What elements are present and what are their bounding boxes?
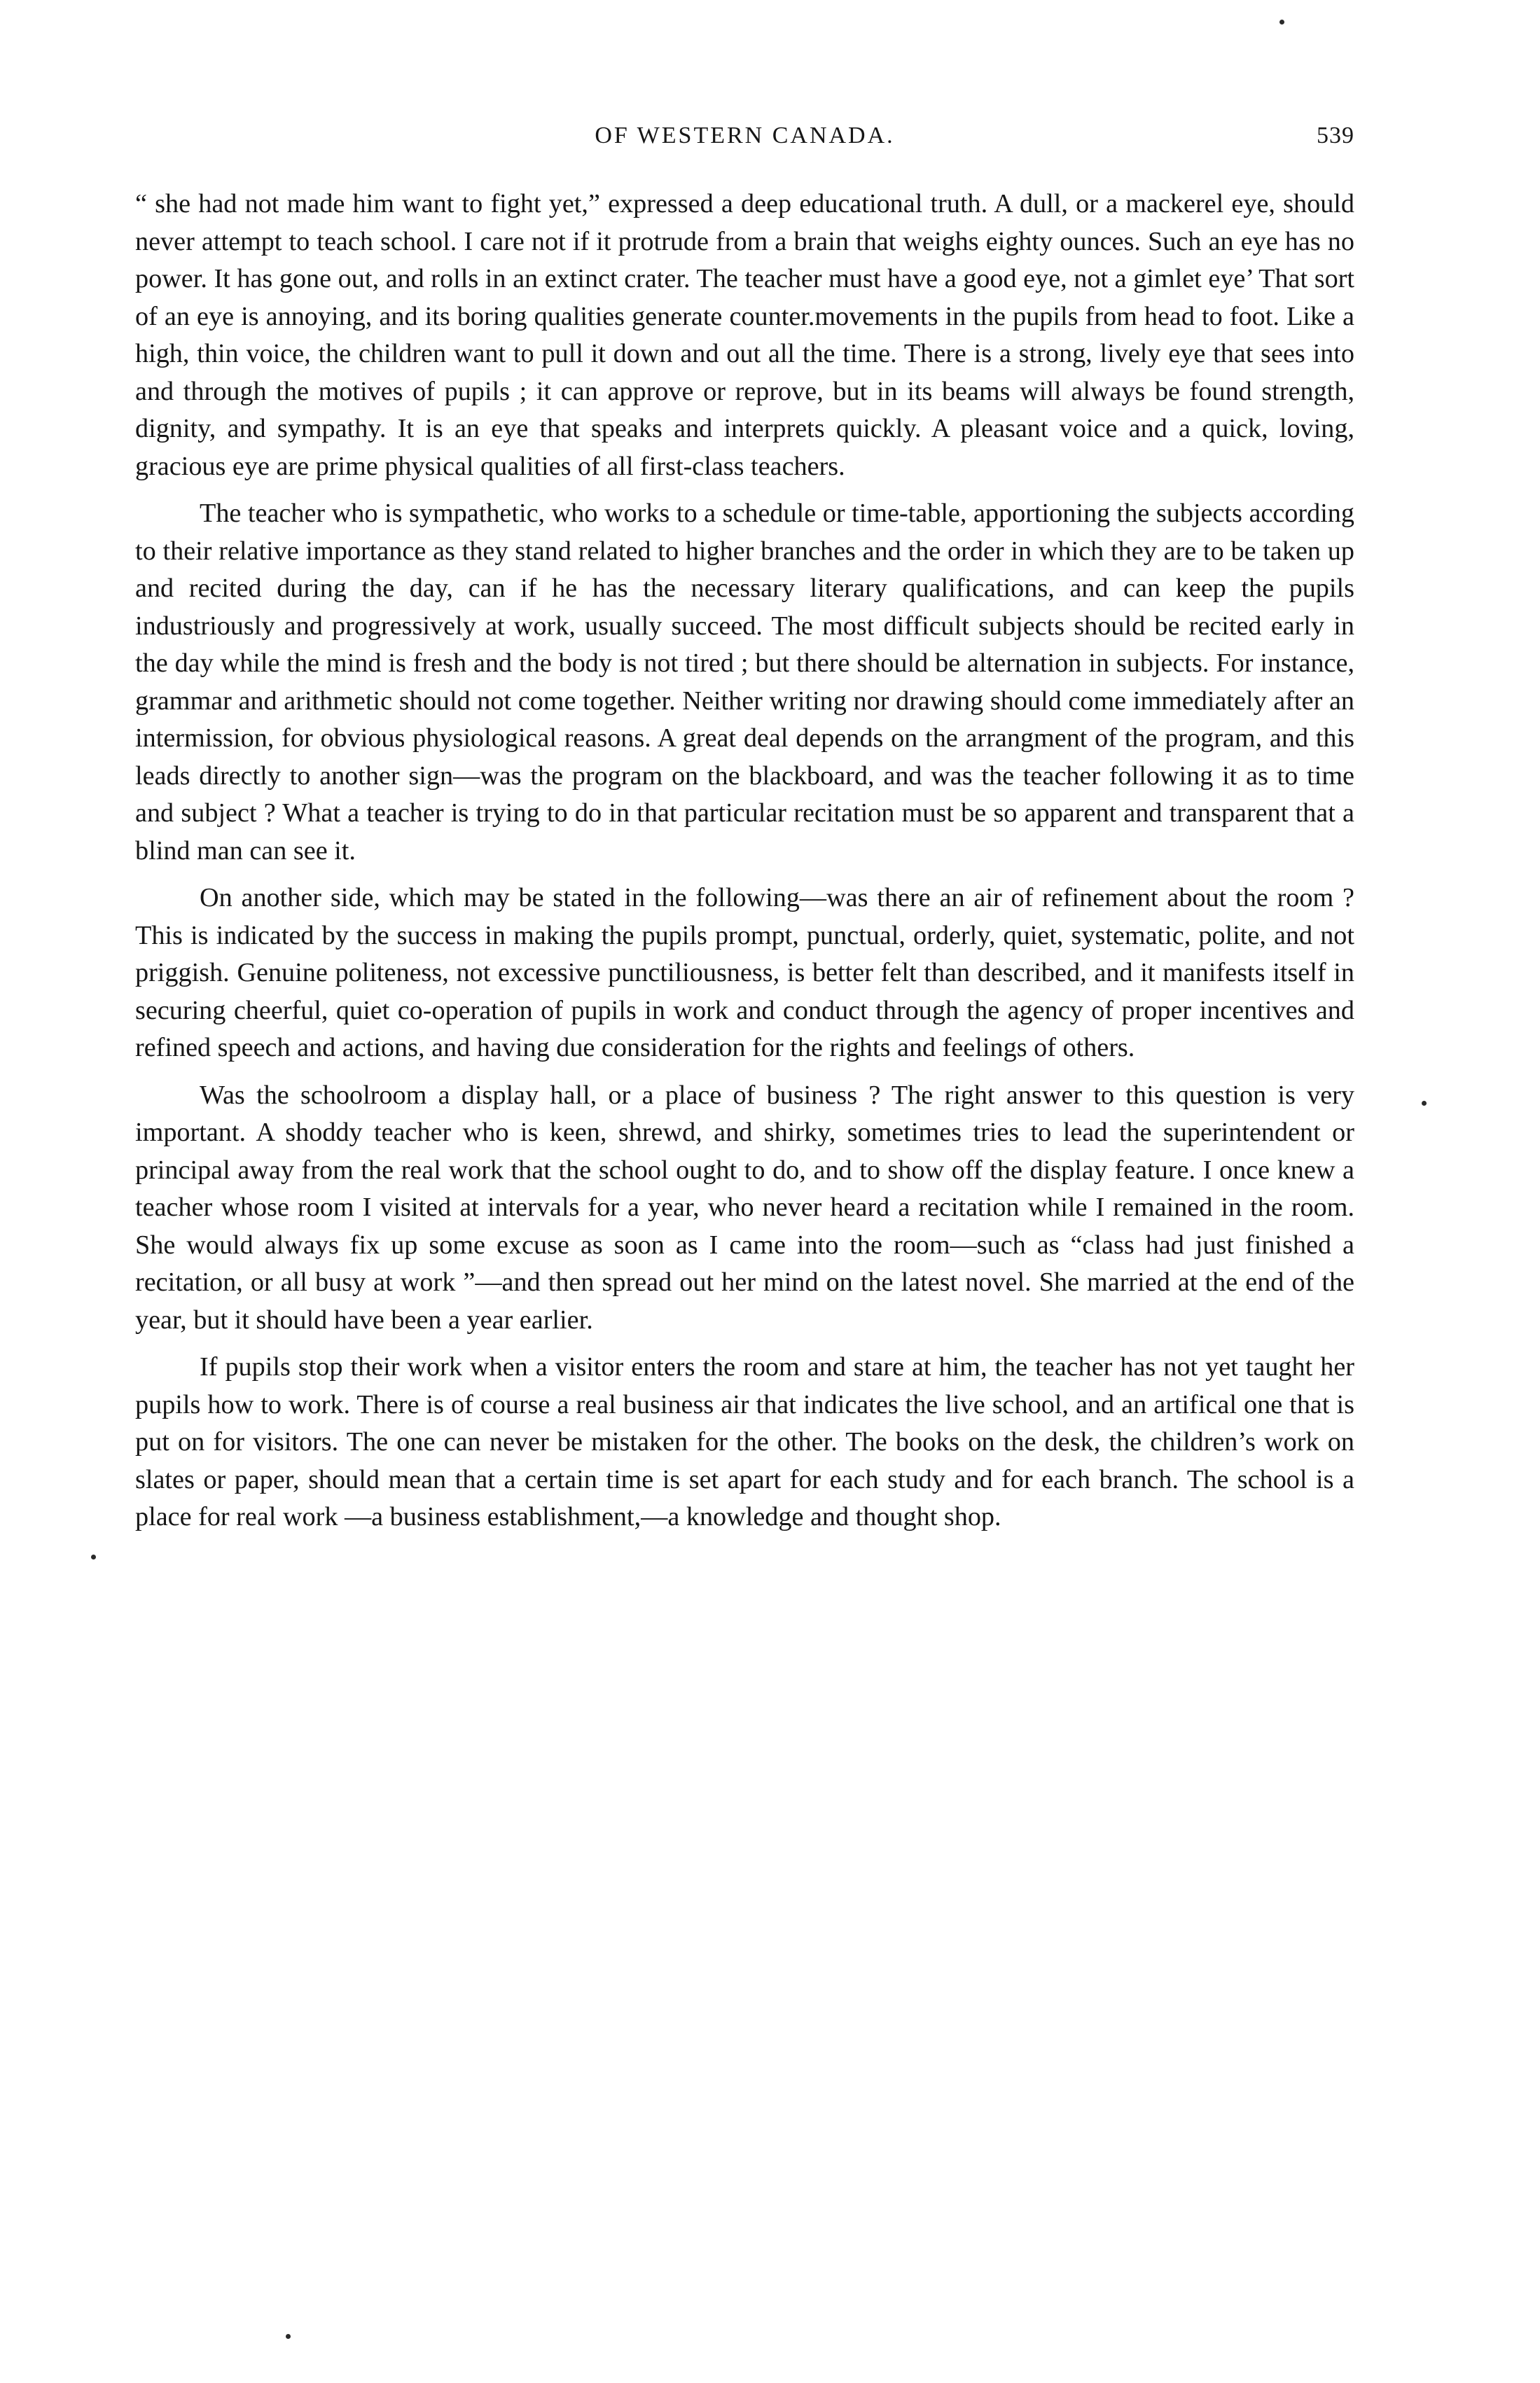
scan-speck [1422, 1101, 1427, 1106]
paragraph-schedule: The teacher who is sympathetic, who works to a schedule or time-table, apportioning the subjects according to their relative importance as they stand related to higher branches and the order in which they are to be taken up and recited during the day, can if he has the necessary literary qualifications, and can keep the pupils industriously and progressively at work, usually succeed. The most difficult subjects should be recited early in the day while the mind is fresh and the body is not tired ; but there should be alternation in subjects. For instance, grammar and arithmetic should not come together. Neither writing nor drawing should come immediately after an intermission, for obvious physiological reasons. A great deal depends on the arrangment of the program, and this leads directly to another sign—was the program on the blackboard, and was the teacher following it as to time and subject ? What a teacher is trying to do in that particular recitation must be so apparent and transparent that a blind man can see it. [135, 499, 1354, 866]
running-head-title: OF WESTERN CANADA. [595, 123, 895, 148]
paragraph-business-air: If pupils stop their work when a visitor enters the room and stare at him, the teacher has not yet taught her pupils how to work. There is of course a real business air that indicates the live school, and an artifical one that is put on for visitors. The one can never be mistaken for the other. The books on the desk, the children’s work on slates or paper, should mean that a certain time is set apart for each study and for each branch. The school is a place for real work —a business establishment,—a knowledge and thought shop. [135, 1352, 1354, 1531]
document-page [135, 123, 1354, 1546]
paragraph-display-hall: Was the schoolroom a display hall, or a place of business ? The right answer to this question is very important. A shoddy teacher who is keen, shrewd, and shirky, sometimes tries to lead the superintendent or principal away from the real work that the school ought to do, and to show off the display feature. I once knew a teacher whose room I visited at intervals for a year, who never heard a recitation while I remained in the room. She would always fix up some excuse as soon as I came into the room—such as “class had just finished a recitation, or all busy at work ”—and then spread out her mind on the latest novel. She married at the end of the year, but it should have been a year earlier. [135, 1080, 1354, 1335]
scan-speck [286, 2334, 291, 2339]
page-number: 539 [1317, 123, 1354, 148]
body-text [135, 186, 1354, 1536]
paragraph-continued-eye: “ she had not made him want to fight yet,” expressed a deep educational truth. A dull, or a mackerel eye, should never attempt to teach school. I care not if it protrude from a brain that weighs eighty ounces. Such an eye has no power. It has gone out, and rolls in an extinct crater. The teacher must have a good eye, not a gimlet eye’ That sort of an eye is annoying, and its boring qualities generate counter.movements in the pupils from head to foot. Like a high, thin voice, the children want to pull it down and out all the time. There is a strong, lively eye that sees into and through the motives of pupils ; it can approve or reprove, but in its beams will always be found strength, dignity, and sympathy. It is an eye that speaks and interprets quickly. A pleasant voice and a quick, loving, gracious eye are prime physical qualities of all first-class teachers. [135, 189, 1354, 481]
running-head [135, 123, 1354, 172]
scan-speck [1279, 20, 1284, 25]
scan-speck [91, 1555, 96, 1559]
paragraph-refinement: On another side, which may be stated in the following—was there an air of refinement about the room ? This is indicated by the success in making the pupils prompt, punctual, orderly, quiet, systematic, polite, and not priggish. Genuine politeness, not excessive punctiliousness, is better felt than described, and it manifests itself in securing cheerful, quiet co-operation of pupils in work and conduct through the agency of proper incentives and refined speech and actions, and having due consideration for the rights and feelings of others. [135, 883, 1354, 1062]
